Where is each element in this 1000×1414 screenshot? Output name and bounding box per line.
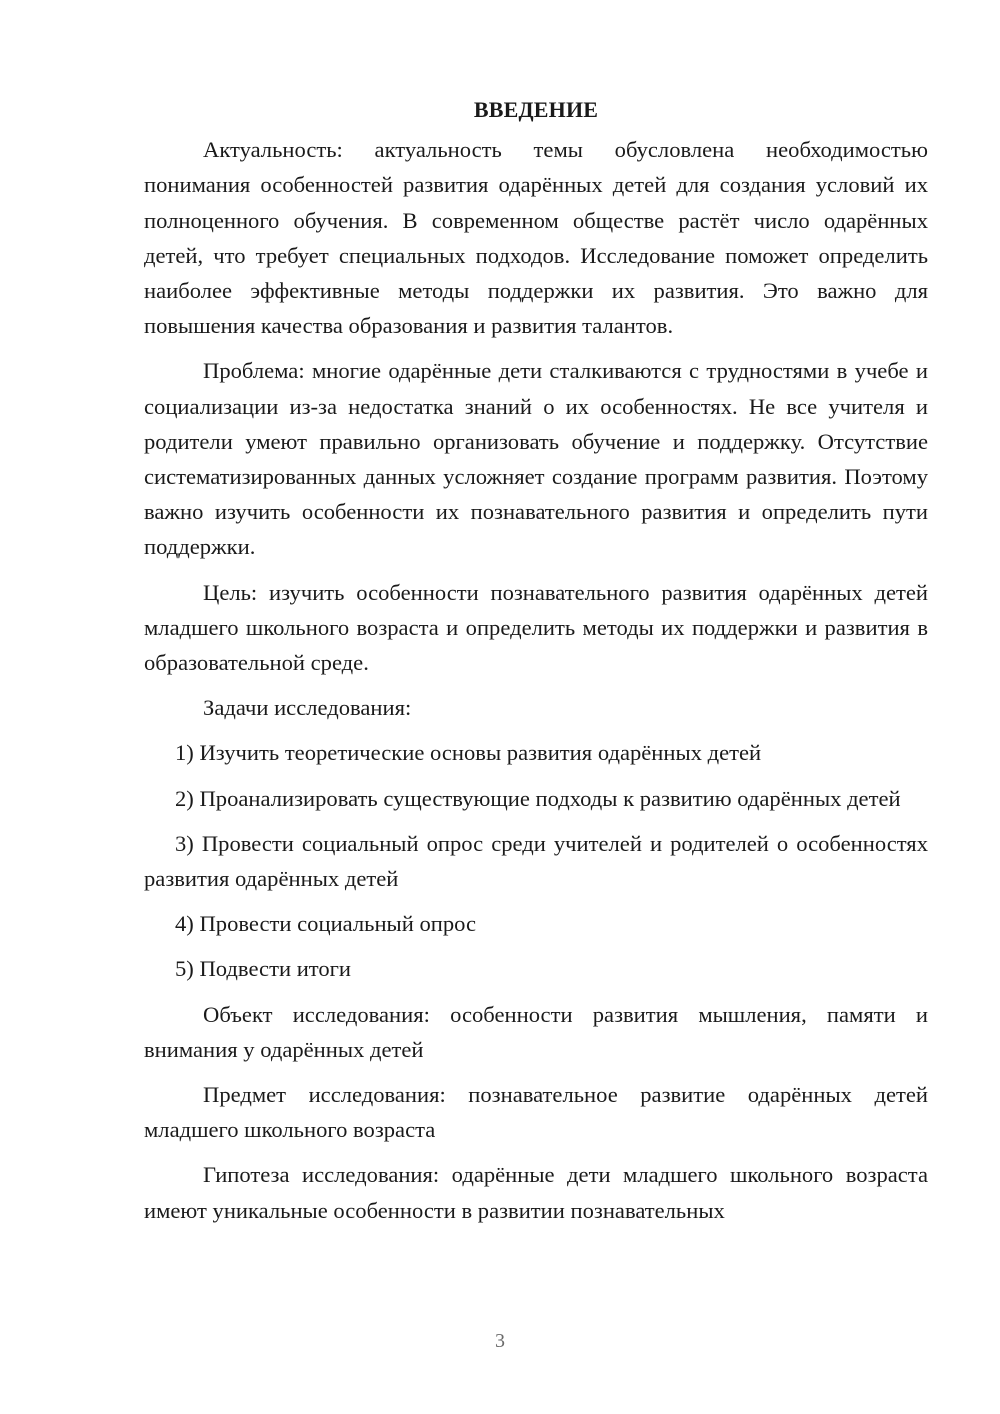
- tasks-title: Задачи исследования:: [203, 695, 412, 721]
- page-number: 3: [495, 1330, 505, 1352]
- tasks-list: [144, 735, 928, 986]
- paragraph-problem: Проблема: многие одарённые дети сталкиваются с трудностями в учебе и социализации из-за недостатка знаний о их особенностях. Не все учителя и родители умеют правильно организовать обучение и поддержку. Отсутствие систематизированных данных усложняет создание программ развития. Поэтому важно изучить особенности их познавательного развития и определить пути поддержки.: [144, 358, 928, 560]
- list-item: 5) Подвести итоги: [175, 956, 352, 982]
- list-item: 2) Проанализировать существующие подходы к развитию одарённых детей: [175, 785, 901, 811]
- list-item: 3) Провести социальный опрос среди учителей и родителей о особенностях развития одарённых детей: [144, 830, 928, 892]
- page-title: ВВЕДЕНИЕ: [473, 97, 599, 122]
- paragraph-subject: Предмет исследования: познавательное развитие одарённых детей младшего школьного возраста: [144, 1082, 928, 1143]
- text-column: [144, 92, 928, 1238]
- paragraph-hypothesis: Гипотеза исследования: одарённые дети младшего школьного возраста имеют уникальные особенности в развитии познавательных: [144, 1162, 928, 1223]
- paragraph-object: Объект исследования: особенности развития мышления, памяти и внимания у одарённых детей: [144, 1001, 928, 1062]
- list-item: 4) Провести социальный опрос: [175, 911, 477, 937]
- paragraph-relevance: Актуальность: актуальность темы обусловлена необходимостью понимания особенностей развития одарённых детей для создания условий их полноценного обучения. В современном обществе растёт число одарённых детей, что требует специальных подходов. Исследование поможет определить наиболее эффективные методы поддержки их развития. Это важно для повышения качества образования и развития талантов.: [144, 137, 928, 339]
- paragraph-goal: Цель: изучить особенности познавательного развития одарённых детей младшего школьного возраста и определить методы их поддержки и развития в образовательной среде.: [144, 579, 928, 676]
- list-item: 1) Изучить теоретические основы развития одарённых детей: [175, 740, 762, 766]
